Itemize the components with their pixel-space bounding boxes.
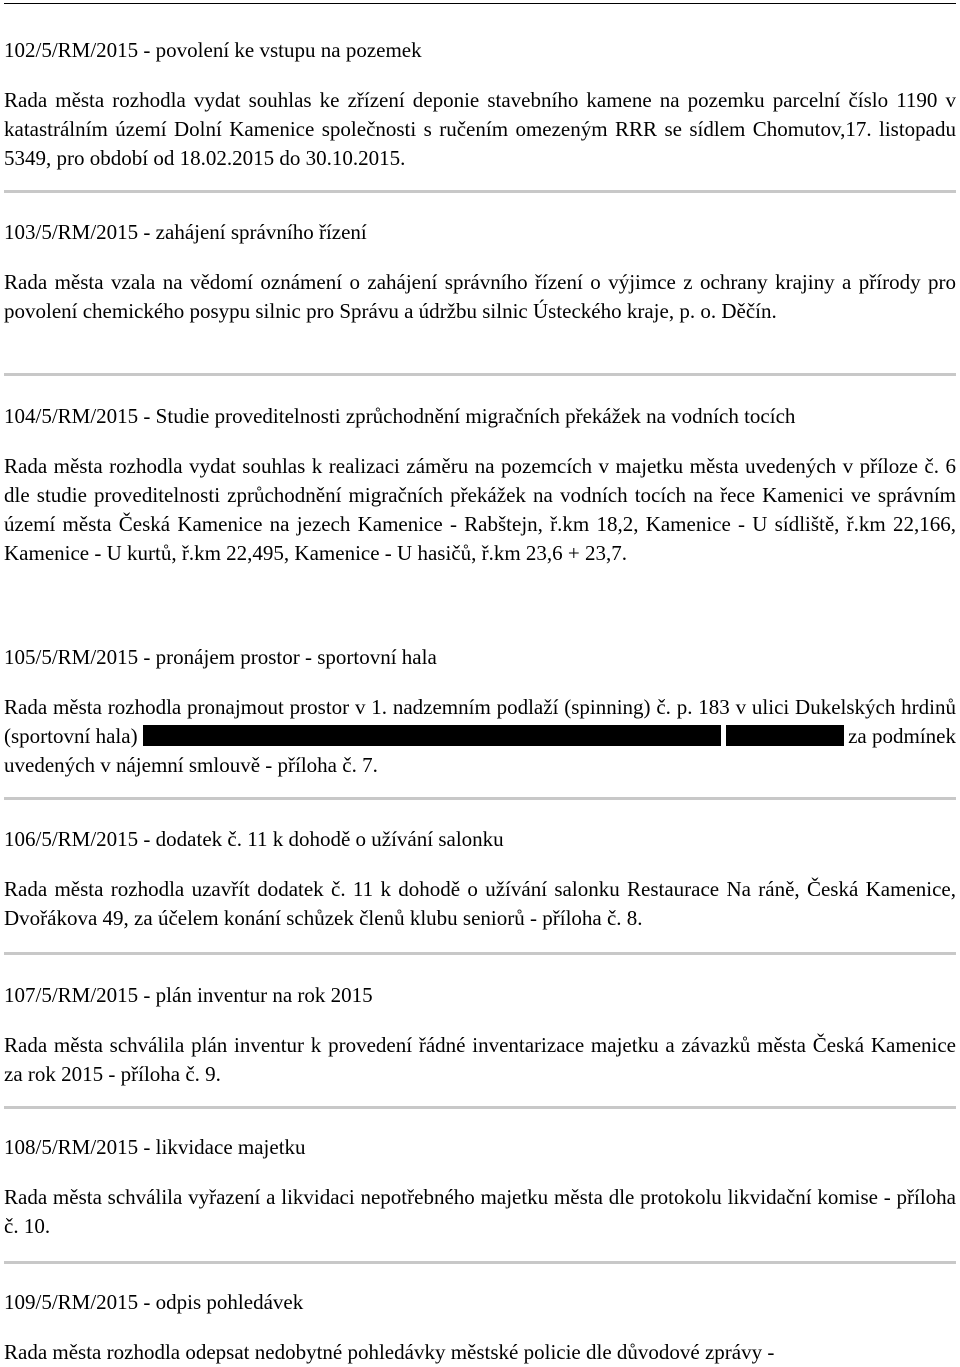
resolution-heading: 105/5/RM/2015 - pronájem prostor - sportovní hala [4,645,437,669]
section-divider [4,1261,956,1264]
resolution-text-part1: Rada města rozhodla pronajmout prostor v 1. nadzemním podlaží (spinning) č. p. 183 v ulici Dukelských hrdinů (sportovní hala) [4,695,956,748]
resolution-text: Rada města rozhodla vydat souhlas k realizaci záměru na pozemcích v majetku města uvedených v příloze č. 6 dle studie proveditelnosti zprůchodnění migračních překážek na vodních tocích na řece Kamenici ve správním území města Česká Kamenice na jezech Kamenice - Rabštejn, ř.km 18,2, Kamenice - U sídliště, ř.km 22,166, Kamenice - U kurtů, ř.km 22,495, Kamenice - U hasičů, ř.km 23,6 + 23,7. [4,454,956,565]
resolution-text: Rada města rozhodla uzavřít dodatek č. 11 k dohodě o užívání salonku Restaurace Na ráně, Česká Kamenice, Dvořákova 49, za účelem konání schůzek členů klubu seniorů - příloha č. 8. [4,877,956,930]
resolution-106 [4,825,956,933]
resolution-heading: 109/5/RM/2015 - odpis pohledávek [4,1290,304,1314]
redaction-block [726,725,844,746]
section-divider [4,797,956,800]
resolution-107 [4,981,956,1089]
resolution-text: Rada města schválila plán inventur k provedení řádné inventarizace majetku a závazků města Česká Kamenice za rok 2015 - příloha č. 9. [4,1033,956,1086]
top-rule [4,3,956,4]
resolution-text-part2: za podmínek uvedených v nájemní smlouvě - příloha č. 7. [4,724,956,777]
resolution-heading: 102/5/RM/2015 - povolení ke vstupu na pozemek [4,38,422,62]
resolution-104 [4,402,956,568]
resolution-heading: 108/5/RM/2015 - likvidace majetku [4,1135,306,1159]
resolution-heading: 106/5/RM/2015 - dodatek č. 11 k dohodě o užívání salonku [4,827,504,851]
resolution-text: Rada města rozhodla vydat souhlas ke zřízení deponie stavebního kamene na pozemku parcelní číslo 1190 v katastrálním území Dolní Kamenice společnosti s ručením omezeným RRR se sídlem Chomutov,17. listopadu 5349, pro období od 18.02.2015 do 30.10.2015. [4,88,956,170]
resolution-102 [4,36,956,173]
resolution-108 [4,1133,956,1241]
resolution-heading: 107/5/RM/2015 - plán inventur na rok 2015 [4,983,373,1007]
resolution-text: Rada města schválila vyřazení a likvidaci nepotřebného majetku města dle protokolu likvidační komise - příloha č. 10. [4,1185,956,1238]
section-divider [4,373,956,376]
resolution-text: Rada města vzala na vědomí oznámení o zahájení správního řízení o výjimce z ochrany krajiny a přírody pro povolení chemického posypu silnic pro Správu a údržbu silnic Ústeckého kraje, p. o. Děčín. [4,270,956,323]
resolution-105 [4,643,956,780]
redaction-block [143,725,721,746]
section-divider [4,190,956,193]
section-divider [4,1106,956,1109]
resolution-text [4,693,956,780]
section-divider [4,952,956,955]
resolution-text: Rada města rozhodla odepsat nedobytné pohledávky městské policie dle důvodové zprávy - [4,1340,775,1364]
resolution-heading: 104/5/RM/2015 - Studie proveditelnosti zprůchodnění migračních překážek na vodních tocích [4,404,796,428]
resolution-109 [4,1288,956,1367]
resolution-103 [4,218,956,326]
resolution-heading: 103/5/RM/2015 - zahájení správního řízení [4,220,367,244]
